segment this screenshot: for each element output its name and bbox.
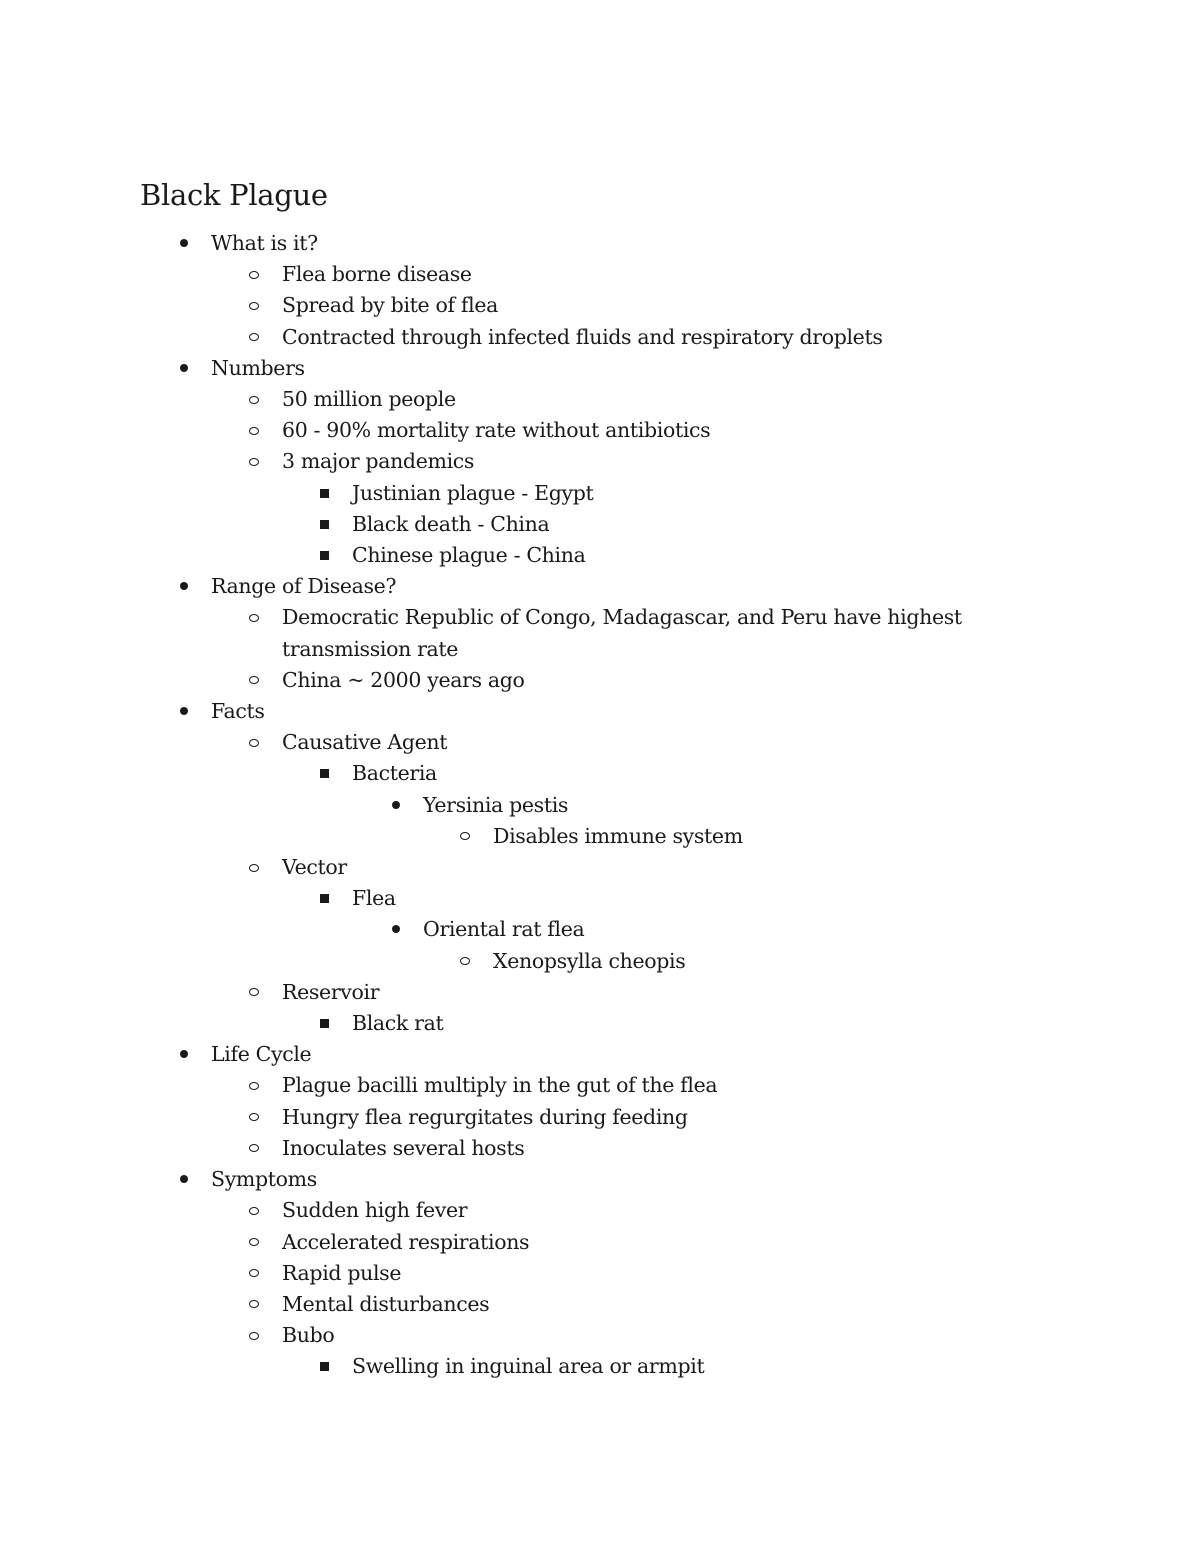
disc-bullet-icon <box>180 239 188 247</box>
outline-item-text: 50 million people <box>282 387 456 412</box>
outline-item-level-2 <box>0 259 1200 290</box>
outline-item-level-3 <box>0 1008 1200 1039</box>
outline-item-level-2 <box>0 852 1200 883</box>
circle-bullet-icon <box>249 1238 259 1246</box>
outline-item-text: Numbers <box>211 355 305 380</box>
outline-item-level-2 <box>0 446 1200 477</box>
outline-item-text: What is it? <box>211 231 318 255</box>
circle-bullet-icon <box>249 1144 259 1152</box>
outline-item-level-2 <box>0 322 1200 353</box>
outline-item-text: Accelerated respirations <box>282 1229 530 1254</box>
outline-item-text: China ~ 2000 years ago <box>282 667 525 692</box>
outline-item-level-1 <box>0 571 1200 602</box>
outline-item-level-2 <box>0 1227 1200 1258</box>
outline-item-text: Life Cycle <box>211 1042 312 1067</box>
circle-bullet-icon <box>249 614 259 622</box>
outline-item-level-1 <box>0 353 1200 384</box>
outline-item-level-4 <box>0 790 1200 821</box>
square-bullet-icon <box>320 894 329 903</box>
circle-bullet-icon <box>249 271 259 279</box>
outline-item-text: Xenopsylla cheopis <box>493 948 686 973</box>
circle-bullet-icon <box>249 739 259 747</box>
outline-item-level-2 <box>0 1070 1200 1101</box>
outline-item-text: Rapid pulse <box>282 1260 402 1285</box>
circle-bullet-icon <box>249 1113 259 1121</box>
outline-item-level-2 <box>0 602 1200 664</box>
outline-item-level-3 <box>0 883 1200 914</box>
outline-item-text: Black death - China <box>352 511 550 536</box>
disc-bullet-icon <box>180 1050 188 1058</box>
circle-bullet-icon <box>460 832 470 840</box>
outline-item-text: Sudden high fever <box>282 1198 468 1223</box>
outline-item-level-3 <box>0 1351 1200 1382</box>
circle-bullet-icon <box>249 396 259 404</box>
outline-item-level-3 <box>0 758 1200 789</box>
outline-item-text: Yersinia pestis <box>423 792 569 817</box>
outline-item-level-3 <box>0 478 1200 509</box>
outline-item-level-2 <box>0 1102 1200 1133</box>
outline-item-level-2 <box>0 977 1200 1008</box>
outline-item-text: Flea borne disease <box>282 262 472 287</box>
outline-item-text: Facts <box>211 699 265 724</box>
circle-bullet-icon <box>249 427 259 435</box>
outline-item-text: Hungry flea regurgitates during feeding <box>282 1104 688 1129</box>
outline-item-text: Symptoms <box>211 1167 317 1192</box>
page-title: Black Plague <box>140 178 328 212</box>
outline-item-level-1 <box>0 1164 1200 1195</box>
outline-item-text: Plague bacilli multiply in the gut of the flea <box>282 1073 718 1098</box>
circle-bullet-icon <box>249 1332 259 1340</box>
circle-bullet-icon <box>249 1300 259 1308</box>
circle-bullet-icon <box>249 864 259 872</box>
outline-item-level-2 <box>0 727 1200 758</box>
outline-item-level-3 <box>0 540 1200 571</box>
disc-bullet-icon <box>392 801 400 809</box>
outline-item-level-1 <box>0 228 1200 259</box>
outline-item-text: Democratic Republic of Congo, Madagascar, and Peru have highest transmission rate <box>282 605 962 661</box>
outline-item-text: Vector <box>282 855 347 880</box>
outline-item-text: Mental disturbances <box>282 1291 490 1316</box>
disc-bullet-icon <box>180 582 188 590</box>
circle-bullet-icon <box>249 333 259 341</box>
circle-bullet-icon <box>249 676 259 684</box>
disc-bullet-icon <box>180 707 188 715</box>
outline-item-level-2 <box>0 1258 1200 1289</box>
outline-item-text: Range of Disease? <box>211 574 397 599</box>
circle-bullet-icon <box>249 1082 259 1090</box>
outline-item-level-2 <box>0 384 1200 415</box>
outline-item-level-4 <box>0 914 1200 945</box>
outline-item-text: Contracted through infected fluids and respiratory droplets <box>282 324 883 349</box>
outline-item-level-2 <box>0 1320 1200 1351</box>
outline-item-text: Reservoir <box>282 979 380 1004</box>
square-bullet-icon <box>320 489 329 498</box>
square-bullet-icon <box>320 551 329 560</box>
outline-item-level-1 <box>0 696 1200 727</box>
square-bullet-icon <box>320 1362 329 1371</box>
outline-item-text: Flea <box>352 886 396 911</box>
outline-item-level-2 <box>0 1133 1200 1164</box>
circle-bullet-icon <box>460 957 470 965</box>
outline-item-level-5 <box>0 946 1200 977</box>
outline-item-text: Swelling in inguinal area or armpit <box>352 1354 705 1379</box>
outline-item-text: 3 major pandemics <box>282 449 475 474</box>
bullet-outline <box>0 228 1200 1383</box>
outline-item-level-2 <box>0 665 1200 696</box>
outline-item-level-2 <box>0 290 1200 321</box>
outline-item-text: Causative Agent <box>282 730 448 755</box>
disc-bullet-icon <box>392 925 400 933</box>
outline-item-text: Inoculates several hosts <box>282 1135 525 1160</box>
outline-item-text: Justinian plague - Egypt <box>352 480 594 505</box>
circle-bullet-icon <box>249 1207 259 1215</box>
circle-bullet-icon <box>249 458 259 466</box>
circle-bullet-icon <box>249 988 259 996</box>
outline-item-text: Black rat <box>352 1011 444 1036</box>
outline-item-text: Spread by bite of flea <box>282 293 498 318</box>
outline-item-text: Bubo <box>282 1323 335 1348</box>
disc-bullet-icon <box>180 364 188 372</box>
square-bullet-icon <box>320 520 329 529</box>
outline-item-level-1 <box>0 1039 1200 1070</box>
outline-item-text: Bacteria <box>352 761 437 786</box>
outline-item-level-5 <box>0 821 1200 852</box>
outline-item-text: 60 - 90% mortality rate without antibiotics <box>282 418 711 443</box>
outline-item-text: Disables immune system <box>493 823 743 848</box>
square-bullet-icon <box>320 1019 329 1028</box>
outline-item-text: Chinese plague - China <box>352 543 586 568</box>
circle-bullet-icon <box>249 1269 259 1277</box>
outline-item-level-2 <box>0 1195 1200 1226</box>
outline-item-level-3 <box>0 509 1200 540</box>
square-bullet-icon <box>320 769 329 778</box>
circle-bullet-icon <box>249 302 259 310</box>
outline-item-text: Oriental rat flea <box>423 917 585 942</box>
outline-item-level-2 <box>0 1289 1200 1320</box>
disc-bullet-icon <box>180 1175 188 1183</box>
outline-item-level-2 <box>0 415 1200 446</box>
